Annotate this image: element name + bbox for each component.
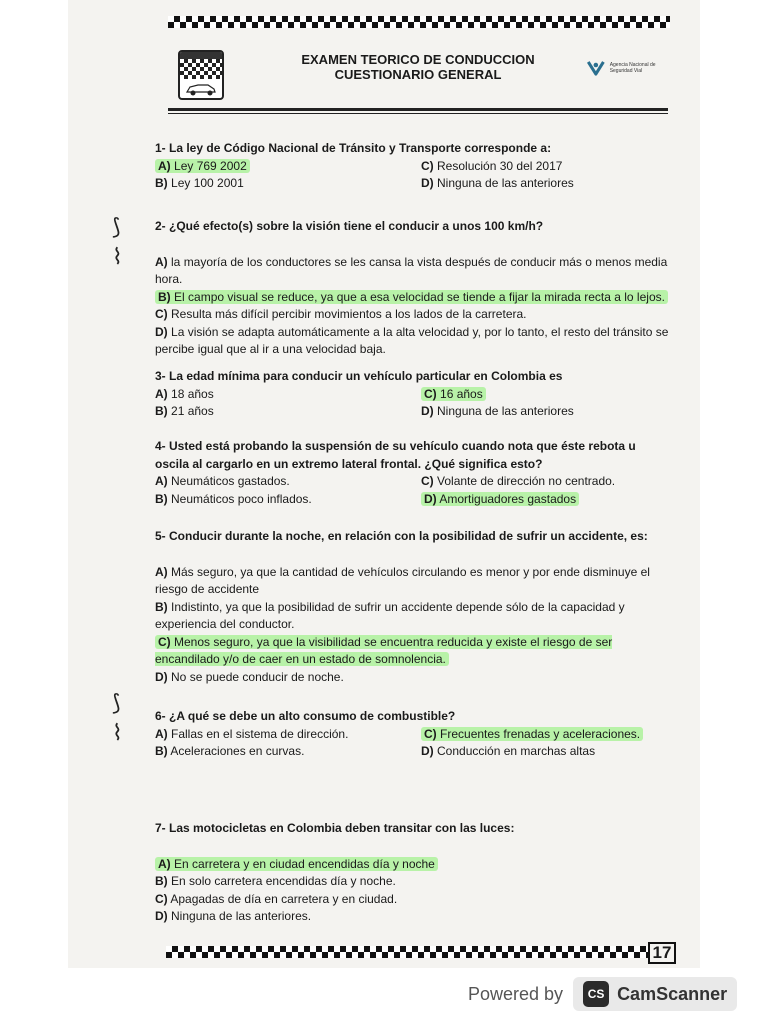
margin-pen-mark: ⟆ bbox=[112, 214, 121, 239]
option-a: A) Más seguro, ya que la cantidad de vehículos circulando es menor y por ende disminuye el riesgo de accidente bbox=[155, 564, 650, 596]
question-title: 7- Las motocicletas en Colombia deben transitar con las luces: bbox=[155, 821, 515, 835]
option-d: D) No se puede conducir de noche. bbox=[155, 669, 344, 684]
option-c: C) 16 años bbox=[421, 386, 670, 404]
question-title: 6- ¿A qué se debe un alto consumo de combustible? bbox=[155, 709, 456, 723]
question-title: 3- La edad mínima para conducir un vehículo particular en Colombia es bbox=[155, 369, 563, 383]
question-title: 2- ¿Qué efecto(s) sobre la visión tiene el conducir a unos 100 km/h? bbox=[155, 219, 544, 233]
agency-logo bbox=[586, 52, 670, 84]
option-a: A) la mayoría de los conductores se les cansa la vista después de conducir más o menos media hora. bbox=[155, 254, 668, 286]
option-d: D) Conducción en marchas altas bbox=[421, 744, 596, 758]
checkered-border-bottom bbox=[166, 946, 648, 958]
option-a: A) Ley 769 2002 bbox=[155, 158, 421, 176]
question-title: 4- Usted está probando la suspensión de su vehículo cuando nota que éste rebota u oscila al cargarlo en un extremo lateral frontal. ¿Qué significa esto? bbox=[155, 439, 636, 471]
margin-pen-mark: ⌇ bbox=[112, 720, 123, 745]
camscanner-brand: CamScanner bbox=[617, 983, 728, 1004]
exam-title bbox=[268, 52, 568, 82]
agency-logo-text: Agencia Nacional de Seguridad Vial bbox=[609, 62, 656, 74]
camscanner-icon: CS bbox=[583, 981, 609, 1007]
powered-by-label: Powered by bbox=[468, 983, 564, 1004]
camscanner-watermark bbox=[468, 976, 737, 1012]
question-3 bbox=[155, 368, 670, 421]
option-d: D) Ninguna de las anteriores bbox=[421, 404, 574, 418]
margin-pen-mark: ⟆ bbox=[112, 690, 121, 715]
agency-emblem-icon bbox=[586, 56, 606, 80]
page-number: 17 bbox=[648, 942, 676, 964]
option-c: C) Frecuentes frenadas y aceleraciones. bbox=[421, 726, 670, 744]
option-b: B) Ley 100 2001 bbox=[155, 176, 244, 190]
title-line-2: CUESTIONARIO GENERAL bbox=[334, 67, 502, 82]
car-icon bbox=[184, 82, 218, 96]
question-5 bbox=[155, 528, 670, 686]
option-c: C) Apagadas de día en carretera y en ciudad. bbox=[155, 891, 398, 906]
option-c: C) Resolución 30 del 2017 bbox=[421, 158, 563, 173]
option-b: B) El campo visual se reduce, ya que a esa velocidad se tiende a fijar la mirada recta a lo lejos. bbox=[155, 289, 670, 307]
option-d: D) Ninguna de las anteriores. bbox=[155, 909, 312, 923]
header-rule-thin bbox=[168, 113, 668, 114]
checkered-border-top bbox=[168, 16, 670, 28]
option-a: A) En carretera y en ciudad encendidas día y noche bbox=[155, 856, 670, 874]
driving-school-logo bbox=[178, 50, 224, 100]
margin-pen-mark: ⌇ bbox=[112, 244, 123, 269]
option-b: B) Aceleraciones en curvas. bbox=[155, 744, 305, 758]
option-b: B) Neumáticos poco inflados. bbox=[155, 491, 312, 506]
option-a: A) 18 años bbox=[155, 386, 214, 401]
question-4 bbox=[155, 438, 670, 508]
option-c: C) Menos seguro, ya que la visibilidad se encuentra reducida y existe el riesgo de ser encandilado y/o de caer en un estado de somnolencia. bbox=[155, 634, 613, 666]
option-d: D) La visión se adapta automáticamente a la alta velocidad y, por lo tanto, el resto del tránsito se percibe igual que al ir a una velocidad baja. bbox=[155, 324, 669, 356]
option-c: C) Volante de dirección no centrado. bbox=[421, 474, 616, 488]
question-title: 5- Conducir durante la noche, en relación con la posibilidad de sufrir un accidente, es: bbox=[155, 529, 648, 543]
camscanner-badge bbox=[573, 977, 737, 1011]
question-6 bbox=[155, 708, 670, 761]
option-d: D) Amortiguadores gastados bbox=[421, 491, 670, 509]
question-2 bbox=[155, 218, 670, 359]
option-a: A) Fallas en el sistema de dirección. bbox=[155, 726, 349, 741]
option-b: B) 21 años bbox=[155, 404, 214, 418]
question-1 bbox=[155, 140, 670, 193]
option-a: A) Neumáticos gastados. bbox=[155, 474, 290, 488]
option-c: C) Resulta más difícil percibir movimientos a los lados de la carretera. bbox=[155, 307, 527, 321]
header-rule bbox=[168, 108, 668, 111]
option-d: D) Ninguna de las anteriores bbox=[421, 176, 574, 190]
question-title: 1- La ley de Código Nacional de Tránsito y Transporte corresponde a: bbox=[155, 141, 552, 155]
option-b: B) En solo carretera encendidas día y noche. bbox=[155, 874, 396, 888]
question-7 bbox=[155, 820, 670, 926]
title-line-1: EXAMEN TEORICO DE CONDUCCION bbox=[301, 52, 535, 67]
option-b: B) Indistinto, ya que la posibilidad de sufrir un accidente depende sólo de la capacidad y experiencia del conductor. bbox=[155, 599, 625, 631]
